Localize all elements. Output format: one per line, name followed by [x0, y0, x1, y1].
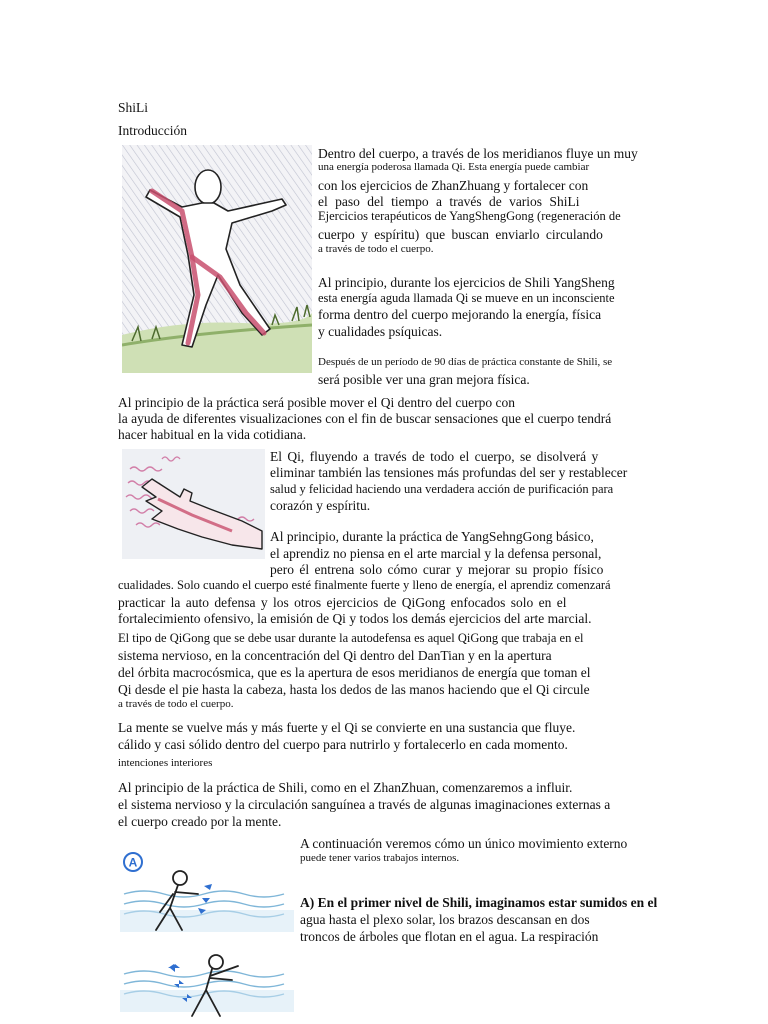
text-line: una energía poderosa llamada Qi. Esta energía puede cambiar — [318, 161, 590, 173]
text-line: Al principio de la práctica será posible mover el Qi dentro del cuerpo con — [118, 395, 515, 410]
text-line: puede tener varios trabajos internos. — [300, 852, 460, 864]
text-line: la ayuda de diferentes visualizaciones con el fin de buscar sensaciones que el cuerpo tendrá — [118, 411, 612, 426]
text-line: el aprendiz no piensa en el arte marcial y la defensa personal, — [270, 546, 602, 561]
figure-water-exercise — [120, 848, 294, 1024]
text-line: a través de todo el cuerpo. — [118, 698, 234, 710]
text-line: pero él entrena solo cómo curar y mejorar su propio físico — [270, 562, 604, 577]
text-line: Dentro del cuerpo, a través de los meridianos fluye un muy — [318, 146, 638, 161]
text-line: troncos de árboles que flotan en el agua. La respiración — [300, 929, 599, 944]
text-line: salud y felicidad haciendo una verdadera acción de purificación para — [270, 482, 614, 496]
text-line: forma dentro del cuerpo mejorando la energía, física — [318, 307, 602, 322]
text-line: Después de un período de 90 días de práctica constante de Shili, se — [318, 356, 613, 368]
text-line: a través de todo el cuerpo. — [318, 243, 434, 255]
text-line: cálido y casi sólido dentro del cuerpo para nutrirlo y fortalecerlo en cada momento. — [118, 737, 568, 752]
text-line: el paso del tiempo a través de varios ShiLi — [318, 194, 580, 209]
text-line: Al principio, durante los ejercicios de Shili YangSheng — [318, 275, 615, 290]
document-title: ShiLi — [118, 100, 149, 115]
text-line-bold: A) En el primer nivel de Shili, imaginamos estar sumidos en el — [300, 895, 658, 910]
text-line: cuerpo y espíritu) que buscan enviarlo circulando — [318, 227, 603, 242]
text-line: del órbita macrocósmica, que es la apertura de esos meridianos de energía que toman el — [118, 665, 591, 680]
text-line: sistema nervioso, en la concentración del Qi dentro del DanTian y en la apertura — [118, 648, 552, 663]
figure-hand-energy — [122, 449, 265, 559]
text-line: El Qi, fluyendo a través de todo el cuerpo, se disolverá y — [270, 449, 599, 464]
text-line: el cuerpo creado por la mente. — [118, 814, 282, 829]
figure-label-a: A — [128, 855, 138, 870]
text-line: El tipo de QiGong que se debe usar durante la autodefensa es aquel QiGong que trabaja en el — [118, 631, 584, 645]
text-line: practicar la auto defensa y los otros ejercicios de QiGong enfocados solo en el — [118, 595, 567, 610]
text-line: esta energía aguda llamada Qi se mueve en un inconsciente — [318, 291, 615, 305]
text-line: A continuación veremos cómo un único movimiento externo — [300, 836, 628, 851]
text-line: La mente se vuelve más y más fuerte y el Qi se convierte en una sustancia que fluye. — [118, 720, 576, 735]
text-line: Qi desde el pie hasta la cabeza, hasta los dedos de las manos haciendo que el Qi circule — [118, 682, 590, 697]
text-line: el sistema nervioso y la circulación sanguínea a través de algunas imaginaciones externas a — [118, 797, 611, 812]
text-line: cualidades. Solo cuando el cuerpo esté finalmente fuerte y lleno de energía, el aprendiz comenzará — [118, 578, 611, 592]
text-line: eliminar también las tensiones más profundas del ser y restablecer — [270, 465, 628, 480]
text-line: con los ejercicios de ZhanZhuang y fortalecer con — [318, 178, 589, 193]
text-line: hacer habitual en la vida cotidiana. — [118, 427, 307, 442]
text-line: agua hasta el plexo solar, los brazos descansan en dos — [300, 912, 590, 927]
text-line: Al principio, durante la práctica de YangSehngGong básico, — [270, 529, 594, 544]
text-line: fortalecimiento ofensivo, la emisión de Qi y todos los demás ejercicios del arte marcial. — [118, 611, 592, 626]
text-line: será posible ver una gran mejora física. — [318, 372, 530, 387]
text-line: Ejercicios terapéuticos de YangShengGong (regeneración de — [318, 209, 621, 223]
figure-standing-meridian — [122, 145, 312, 373]
text-line: y cualidades psíquicas. — [318, 324, 443, 339]
section-heading: Introducción — [118, 123, 187, 138]
text-line: corazón y espíritu. — [270, 498, 371, 513]
text-line: Al principio de la práctica de Shili, como en el ZhanZhuan, comenzaremos a influir. — [118, 780, 573, 795]
text-line: intenciones interiores — [118, 757, 213, 769]
